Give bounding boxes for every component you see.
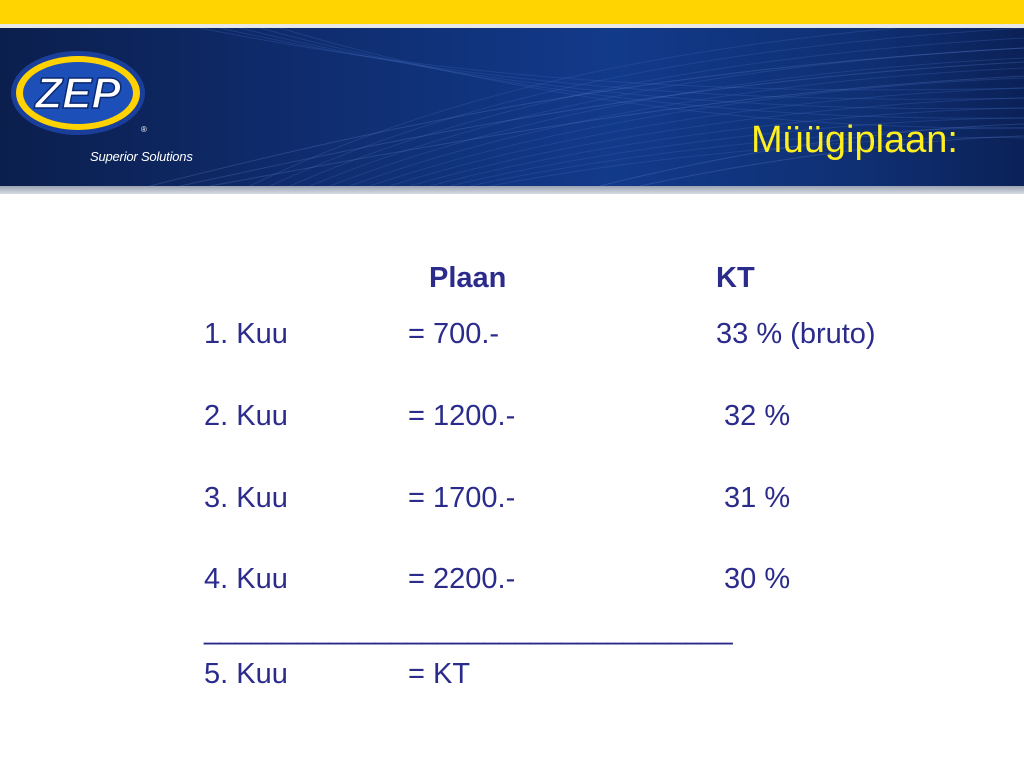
svg-text:®: ® [141,125,147,134]
header-plan: Plaan [429,262,507,294]
row-month: 5. Kuu [204,658,288,690]
row-kt: 30 % [724,563,791,595]
row-month: 3. Kuu [204,482,288,514]
row-kt: 31 % [724,482,791,514]
slide-title: Müügiplaan: [750,119,958,161]
row-month: 1. Kuu [204,318,288,350]
row-plan: = 1200.- [408,400,516,432]
logo-wordmark: ZEP [35,69,121,118]
row-plan: = 2200.- [408,563,516,595]
row-month: 2. Kuu [204,400,288,432]
tagline: Superior Solutions [90,149,193,164]
table-row [0,318,1024,354]
row-plan: = KT [408,658,471,690]
row-kt: 32 % [724,400,791,432]
row-kt: 33 % (bruto) [716,318,876,350]
table-row [0,563,1024,599]
divider-line: __________________________________ [204,614,732,646]
row-plan: = 1700.- [408,482,516,514]
row-month: 4. Kuu [204,563,288,595]
table-row-total [0,658,1024,694]
header-kt: KT [716,262,755,294]
table-row [0,482,1024,518]
table-row [0,400,1024,436]
row-plan: = 700.- [408,318,500,350]
